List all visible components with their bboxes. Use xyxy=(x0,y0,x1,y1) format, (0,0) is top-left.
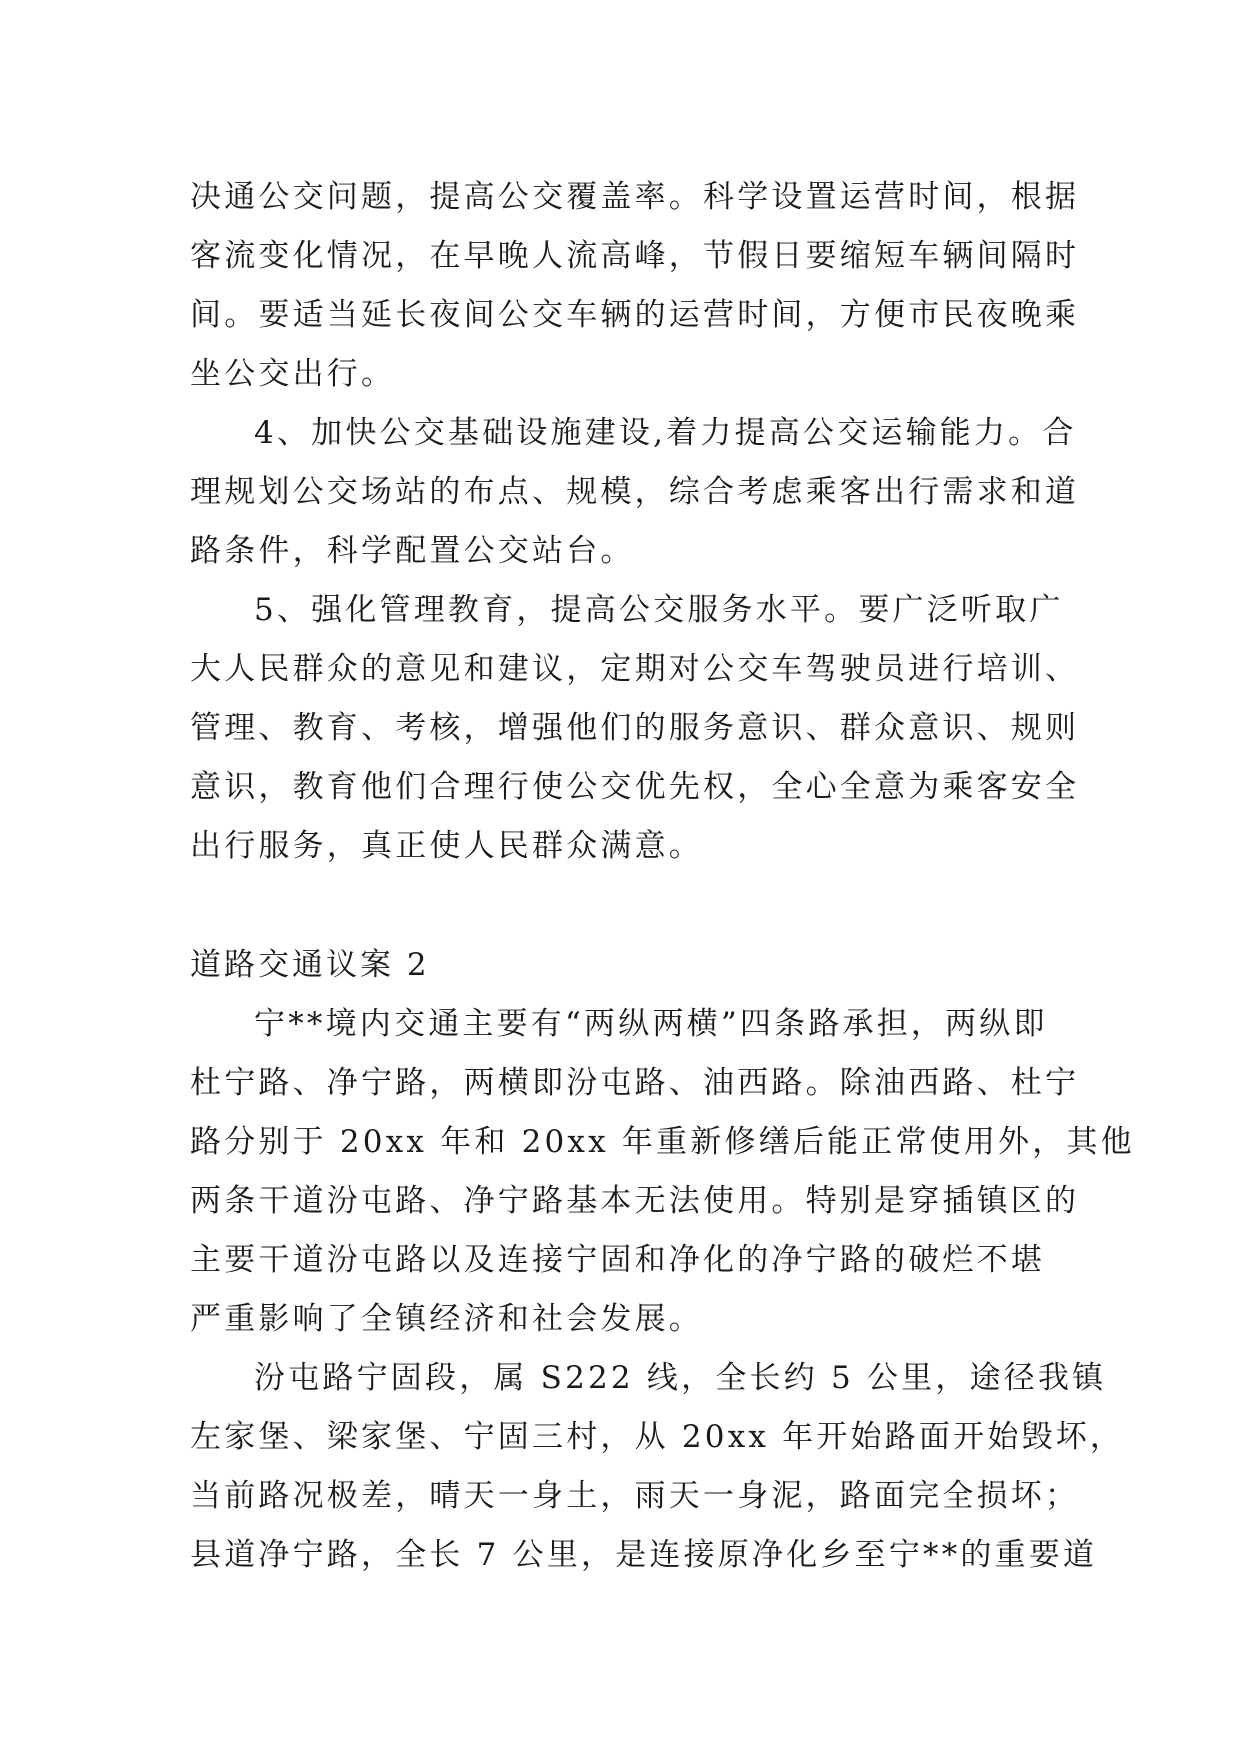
paragraph-line: 左家堡、梁家堡、宁固三村，从 20xx 年开始路面开始毁坏， xyxy=(190,1419,1125,1455)
paragraph-line: 杜宁路、净宁路，两横即汾屯路、油西路。除油西路、杜宁 xyxy=(190,1065,1080,1101)
document-page xyxy=(190,168,1135,1585)
paragraph-road-overview xyxy=(190,995,1135,1349)
paragraph-line: 5、强化管理教育，提高公交服务水平。要广泛听取广 xyxy=(254,592,1064,628)
paragraph-line: 县道净宁路，全长 7 公里，是连接原净化乡至宁**的重要道 xyxy=(190,1537,1098,1573)
paragraph-line: 坐公交出行。 xyxy=(190,356,396,392)
paragraph-line: 决通公交问题，提高公交覆盖率。科学设置运营时间，根据 xyxy=(190,179,1080,215)
paragraph-road-details xyxy=(190,1349,1125,1585)
paragraph-line: 理规划公交场站的布点、规模，综合考虑乘客出行需求和道 xyxy=(190,474,1080,510)
paragraph-line: 意识，教育他们合理行使公交优先权，全心全意为乘客安全 xyxy=(190,769,1080,805)
section-heading: 道路交通议案 2 xyxy=(190,947,430,983)
paragraph-line: 间。要适当延长夜间公交车辆的运营时间，方便市民夜晚乘 xyxy=(190,297,1080,333)
paragraph-line: 两条干道汾屯路、净宁路基本无法使用。特别是穿插镇区的 xyxy=(190,1183,1080,1219)
paragraph-line: 4、加快公交基础设施建设,着力提高公交运输能力。合 xyxy=(254,415,1077,451)
paragraph-line: 管理、教育、考核，增强他们的服务意识、群众意识、规则 xyxy=(190,710,1080,746)
paragraph-bus-service xyxy=(190,168,1080,404)
paragraph-line: 当前路况极差，晴天一身土，雨天一身泥，路面完全损坏； xyxy=(190,1478,1080,1514)
paragraph-line: 路条件，科学配置公交站台。 xyxy=(190,533,635,569)
paragraph-line: 严重影响了全镇经济和社会发展。 xyxy=(190,1301,703,1337)
paragraph-line: 宁**境内交通主要有“两纵两横”四条路承担，两纵即 xyxy=(254,1006,1048,1042)
paragraph-line: 出行服务，真正使人民群众满意。 xyxy=(190,828,703,864)
paragraph-line: 汾屯路宁固段，属 S222 线，全长约 5 公里，途径我镇 xyxy=(254,1360,1107,1396)
paragraph-line: 大人民群众的意见和建议，定期对公交车驾驶员进行培训、 xyxy=(190,651,1080,687)
paragraph-line: 路分别于 20xx 年和 20xx 年重新修缮后能正常使用外，其他 xyxy=(190,1124,1135,1160)
section-spacer xyxy=(190,876,1060,936)
paragraph-infrastructure xyxy=(190,404,1080,581)
paragraph-line: 主要干道汾屯路以及连接宁固和净化的净宁路的破烂不堪 xyxy=(190,1242,1045,1278)
paragraph-management xyxy=(190,581,1080,876)
paragraph-line: 客流变化情况，在早晚人流高峰，节假日要缩短车辆间隔时 xyxy=(190,238,1080,274)
